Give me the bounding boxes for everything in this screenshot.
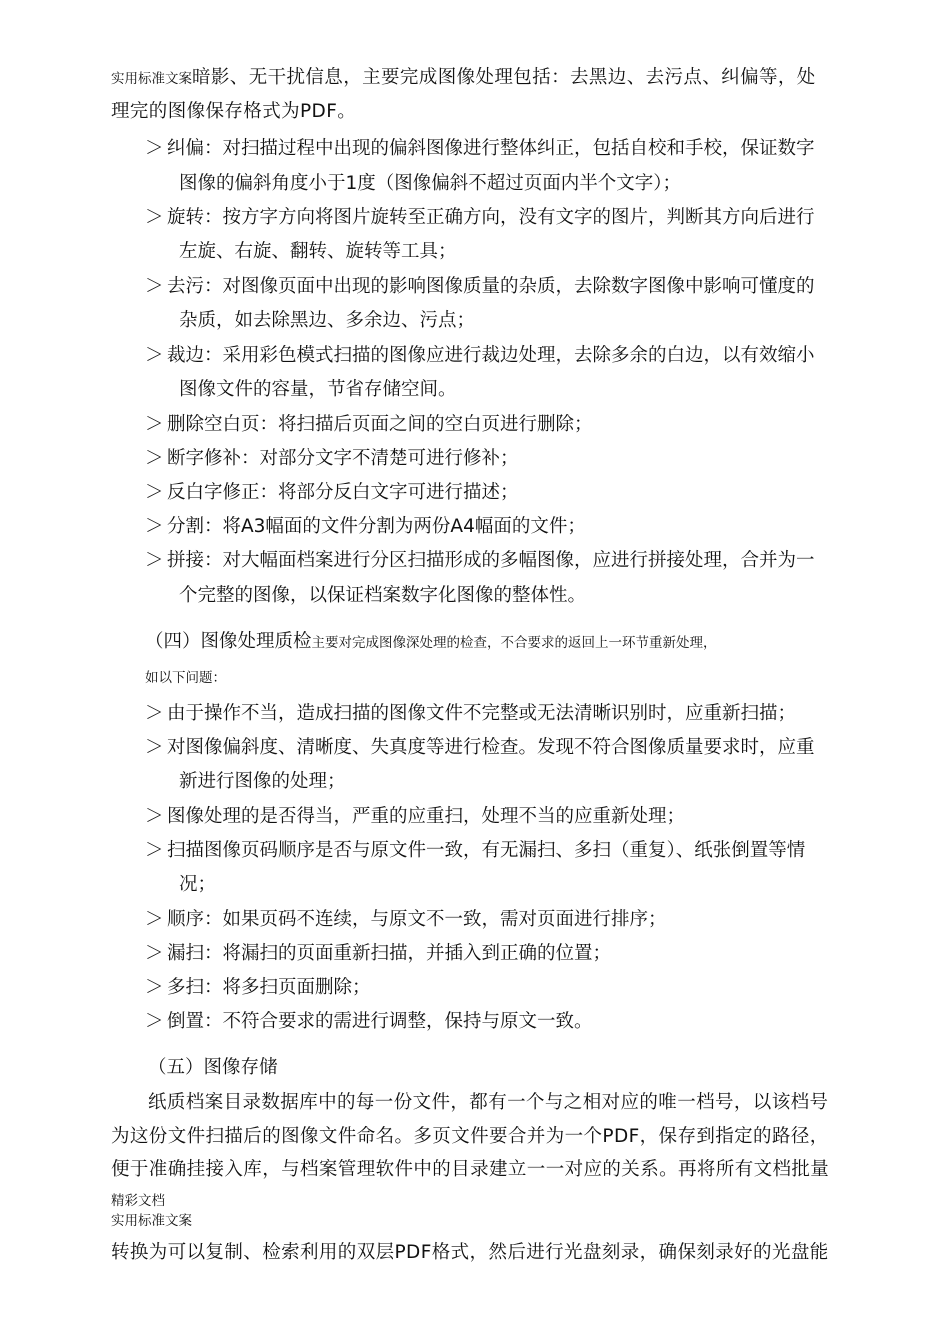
- bullet-marker: ＞: [145, 840, 164, 861]
- bullet-marker: ＞: [145, 909, 164, 930]
- list-item-text: 图像处理的是否得当，严重的应重扫，处理不当的应重新处理；: [167, 806, 686, 827]
- list-item: [145, 1013, 593, 1032]
- paragraph-line: 纸质档案目录数据库中的每一份文件，都有一个与之相对应的唯一档号，以该档号: [148, 1092, 829, 1113]
- list-item: [145, 911, 667, 930]
- list-item-text: 纠偏：对扫描过程中出现的偏斜图像进行整体纠正，包括自校和手校，保证数字: [167, 138, 815, 159]
- list-item: [145, 278, 815, 297]
- paragraph-line: 便于准确挂接入库，与档案管理软件中的目录建立一一对应的关系。再将所有文档批量: [111, 1159, 830, 1180]
- list-item: [145, 552, 815, 571]
- bullet-marker: ＞: [145, 703, 164, 724]
- list-item: [145, 808, 685, 827]
- list-item-continuation: 个完整的图像，以保证档案数字化图像的整体性。: [179, 585, 587, 606]
- list-item-text: 由于操作不当，造成扫描的图像文件不完整或无法清晰识别时，应重新扫描；: [167, 703, 797, 724]
- bullet-marker: ＞: [145, 345, 164, 366]
- bullet-marker: ＞: [145, 977, 164, 998]
- page-header: 实用标准文案: [111, 71, 192, 87]
- list-item: [145, 450, 519, 469]
- bullet-marker: ＞: [145, 138, 164, 159]
- list-item-text: 反白字修正：将部分反白文字可进行描述；: [167, 482, 519, 503]
- bullet-marker: ＞: [145, 1011, 164, 1032]
- list-item: [145, 518, 586, 537]
- list-item: [145, 739, 815, 758]
- list-item-continuation: 况；: [179, 874, 217, 895]
- bullet-marker: ＞: [145, 414, 164, 435]
- bullet-marker: ＞: [145, 806, 164, 827]
- bullet-marker: ＞: [145, 516, 164, 537]
- list-item-text: 顺序：如果页码不连续，与原文不一致，需对页面进行排序；: [167, 909, 667, 930]
- paragraph-line: 为这份文件扫描后的图像文件命名。多页文件要合并为一个PDF，保存到指定的路径，: [111, 1126, 829, 1147]
- list-item-text: 去污：对图像页面中出现的影响图像质量的杂质，去除数字图像中影响可懂度的: [167, 276, 815, 297]
- list-item-text: 分割：将A3幅面的文件分割为两份A4幅面的文件；: [167, 516, 586, 537]
- list-item: [145, 209, 815, 228]
- list-item-text: 删除空白页：将扫描后页面之间的空白页进行删除；: [167, 414, 593, 435]
- intro-line-2: 理完的图像保存格式为PDF。: [111, 101, 357, 122]
- section-4-intro: 主要对完成图像深处理的检查，不合要求的返回上一环节重新处理，: [311, 635, 717, 651]
- list-item-continuation: 图像的偏斜角度小于1度（图像偏斜不超过页面内半个文字）；: [179, 173, 682, 194]
- page-header-next: 实用标准文案: [111, 1213, 192, 1229]
- list-item-continuation: 新进行图像的处理；: [179, 771, 346, 792]
- list-item: [145, 484, 519, 503]
- bullet-marker: ＞: [145, 276, 164, 297]
- intro-line-1: [111, 69, 816, 88]
- section-5-heading: （五）图像存储: [148, 1057, 278, 1078]
- bullet-marker: ＞: [145, 482, 164, 503]
- bullet-marker: ＞: [145, 448, 164, 469]
- section-4-heading: （四）图像处理质检: [145, 631, 312, 652]
- paragraph-line: 转换为可以复制、检索利用的双层PDF格式，然后进行光盘刻录，确保刻录好的光盘能: [111, 1242, 829, 1263]
- bullet-marker: ＞: [145, 943, 164, 964]
- list-item: [145, 140, 815, 159]
- section-4-heading-line: [145, 633, 717, 652]
- list-item-continuation: 杂质，如去除黑边、多余边、污点；: [179, 310, 476, 331]
- list-item-text: 漏扫：将漏扫的页面重新扫描，并插入到正确的位置；: [167, 943, 612, 964]
- bullet-marker: ＞: [145, 207, 164, 228]
- list-item-text: 断字修补：对部分文字不清楚可进行修补；: [167, 448, 519, 469]
- list-item: [145, 347, 815, 366]
- section-4-intro-line-2: 如以下问题：: [145, 670, 226, 686]
- list-item-text: 对图像偏斜度、清晰度、失真度等进行检查。发现不符合图像质量要求时，应重: [167, 737, 815, 758]
- bullet-marker: ＞: [145, 550, 164, 571]
- list-item-continuation: 左旋、右旋、翻转、旋转等工具；: [179, 241, 457, 262]
- list-item-text: 多扫：将多扫页面删除；: [167, 977, 371, 998]
- list-item-text: 旋转：按方字方向将图片旋转至正确方向，没有文字的图片，判断其方向后进行: [167, 207, 815, 228]
- intro-text: 暗影、无干扰信息，主要完成图像处理包括：去黑边、去污点、纠偏等，处: [192, 67, 816, 88]
- list-item-text: 倒置：不符合要求的需进行调整，保持与原文一致。: [167, 1011, 593, 1032]
- list-item: [145, 842, 805, 861]
- list-item: [145, 705, 796, 724]
- list-item: [145, 945, 611, 964]
- list-item-text: 扫描图像页码顺序是否与原文件一致，有无漏扫、多扫（重复）、纸张倒置等情: [167, 840, 806, 861]
- list-item-text: 拼接：对大幅面档案进行分区扫描形成的多幅图像，应进行拼接处理，合并为一: [167, 550, 815, 571]
- bullet-marker: ＞: [145, 737, 164, 758]
- page-footer: 精彩文档: [111, 1193, 165, 1209]
- list-item: [145, 416, 593, 435]
- list-item-continuation: 图像文件的容量，节省存储空间。: [179, 379, 457, 400]
- list-item: [145, 979, 371, 998]
- list-item-text: 裁边：采用彩色模式扫描的图像应进行裁边处理，去除多余的白边，以有效缩小: [167, 345, 815, 366]
